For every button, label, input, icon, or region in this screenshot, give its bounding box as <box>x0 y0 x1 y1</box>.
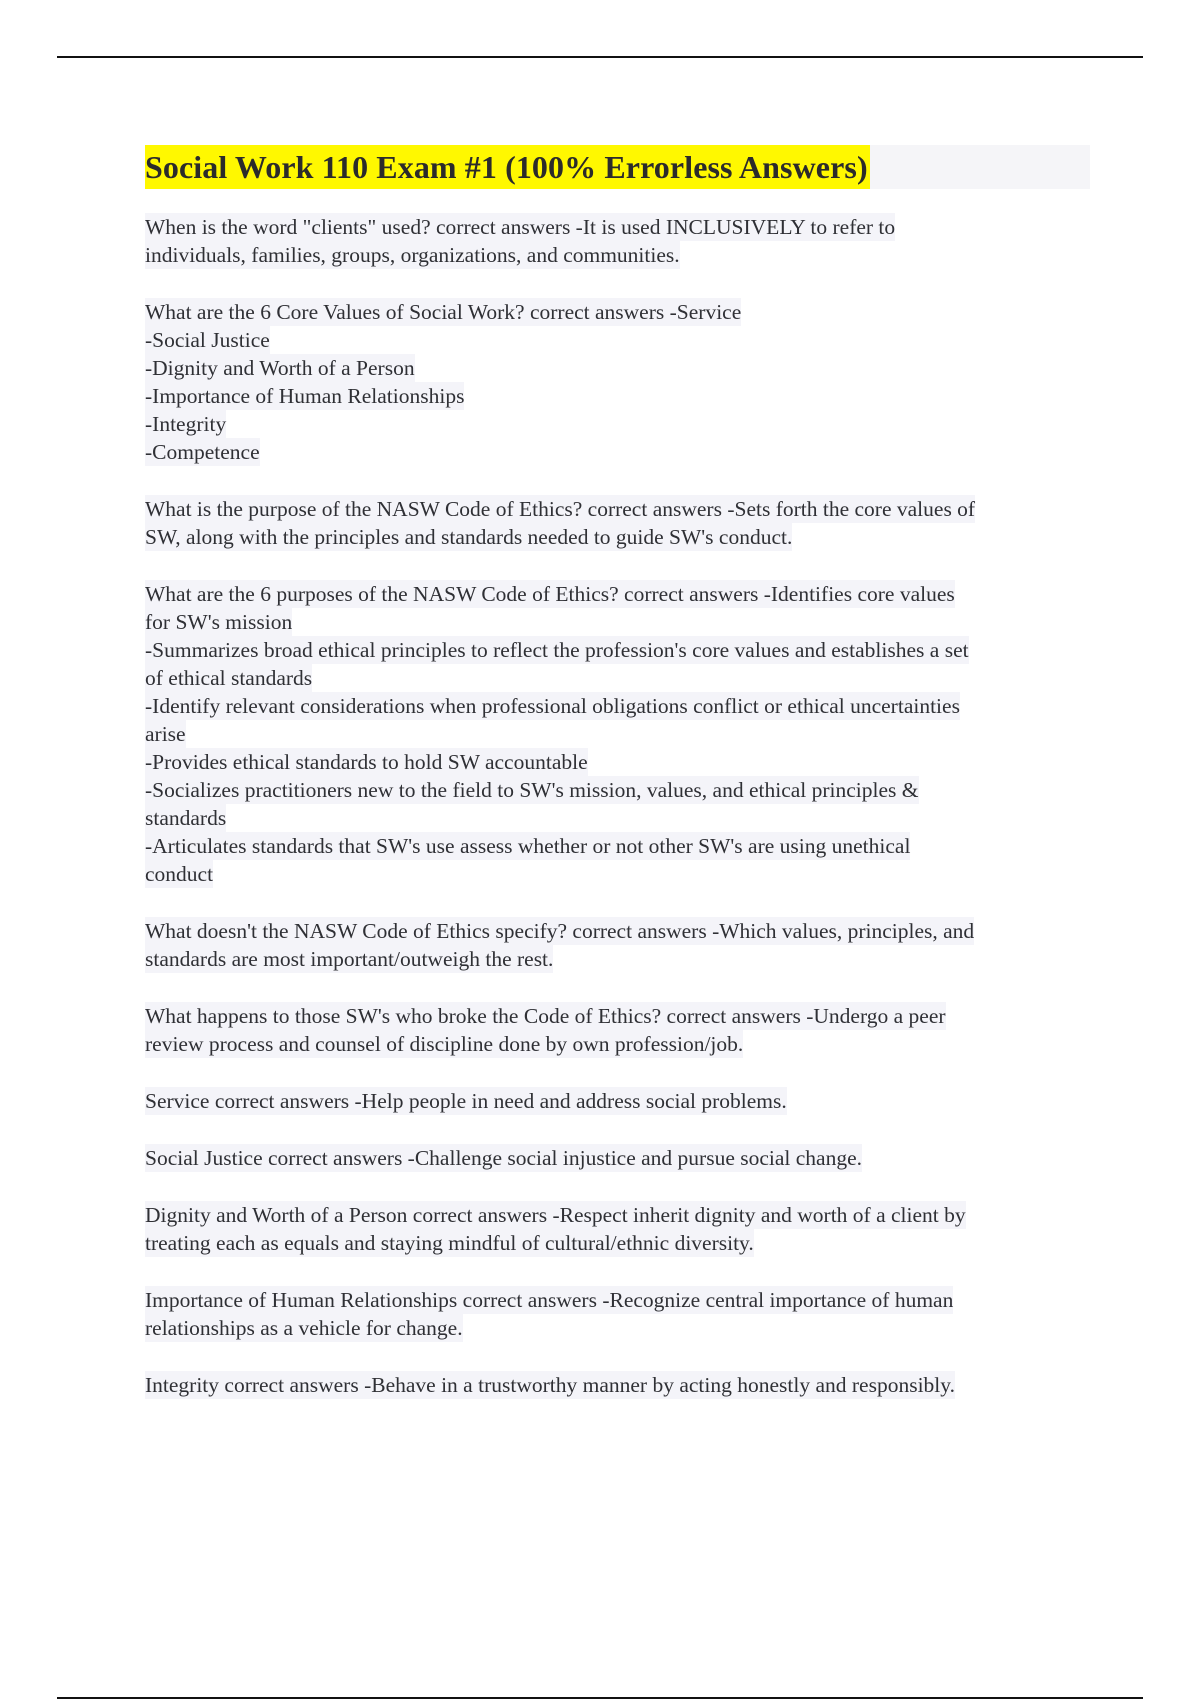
qa-block <box>145 1286 1090 1342</box>
text-line-wrapper <box>145 608 1090 636</box>
text-line: -Articulates standards that SW's use assess whether or not other SW's are using unethical <box>145 834 911 858</box>
text-line: standards are most important/outweigh the rest. <box>145 947 554 971</box>
text-line-wrapper <box>145 410 1090 438</box>
text-line: What are the 6 purposes of the NASW Code of Ethics? correct answers -Identifies core values <box>145 582 955 606</box>
text-line: What happens to those SW's who broke the Code of Ethics? correct answers -Undergo a peer <box>145 1004 946 1028</box>
text-line: -Competence <box>145 440 260 464</box>
text-line-wrapper <box>145 1144 1090 1172</box>
text-line: -Summarizes broad ethical principles to reflect the profession's core values and establishes a set <box>145 638 969 662</box>
qa-block <box>145 1144 1090 1172</box>
text-line: conduct <box>145 862 214 886</box>
text-line: -Dignity and Worth of a Person <box>145 356 415 380</box>
qa-block <box>145 1002 1090 1058</box>
bottom-rule <box>57 1697 1143 1699</box>
text-line-wrapper <box>145 241 1090 269</box>
title-row <box>145 145 1090 189</box>
text-line-wrapper <box>145 382 1090 410</box>
text-line-wrapper <box>145 213 1090 241</box>
qa-block <box>145 298 1090 466</box>
text-line-wrapper <box>145 298 1090 326</box>
qa-block <box>145 1201 1090 1257</box>
text-line-wrapper <box>145 1201 1090 1229</box>
text-line: of ethical standards <box>145 666 313 690</box>
document-title: Social Work 110 Exam #1 (100% Errorless Answers) <box>145 145 870 189</box>
text-line-wrapper <box>145 776 1090 804</box>
qa-block <box>145 1087 1090 1115</box>
text-line: -Provides ethical standards to hold SW accountable <box>145 750 588 774</box>
text-line-wrapper <box>145 1314 1090 1342</box>
text-line: Integrity correct answers -Behave in a trustworthy manner by acting honestly and responsibly. <box>145 1373 955 1397</box>
document-body <box>145 145 1090 1428</box>
text-line: SW, along with the principles and standards needed to guide SW's conduct. <box>145 525 793 549</box>
text-line: arise <box>145 722 186 746</box>
text-line: What are the 6 Core Values of Social Work? correct answers -Service <box>145 300 742 324</box>
text-line-wrapper <box>145 832 1090 860</box>
text-line: Importance of Human Relationships correct answers -Recognize central importance of human <box>145 1288 954 1312</box>
text-line-wrapper <box>145 1030 1090 1058</box>
text-line: When is the word "clients" used? correct answers -It is used INCLUSIVELY to refer to <box>145 215 896 239</box>
top-rule <box>57 56 1143 58</box>
qa-block <box>145 495 1090 551</box>
qa-block <box>145 917 1090 973</box>
text-line: What doesn't the NASW Code of Ethics specify? correct answers -Which values, principles, and <box>145 919 975 943</box>
text-line: What is the purpose of the NASW Code of Ethics? correct answers -Sets forth the core values of <box>145 497 976 521</box>
text-line-wrapper <box>145 720 1090 748</box>
text-line-wrapper <box>145 945 1090 973</box>
text-line: standards <box>145 806 227 830</box>
text-line-wrapper <box>145 523 1090 551</box>
text-line-wrapper <box>145 495 1090 523</box>
text-line: individuals, families, groups, organizations, and communities. <box>145 243 680 267</box>
text-line: Dignity and Worth of a Person correct answers -Respect inherit dignity and worth of a client by <box>145 1203 966 1227</box>
text-line: -Identify relevant considerations when professional obligations conflict or ethical uncertainties <box>145 694 960 718</box>
text-line: -Socializes practitioners new to the field to SW's mission, values, and ethical principles & <box>145 778 919 802</box>
text-line-wrapper <box>145 1087 1090 1115</box>
text-line: -Importance of Human Relationships <box>145 384 465 408</box>
text-line-wrapper <box>145 438 1090 466</box>
qa-list <box>145 213 1090 1399</box>
text-line: for SW's mission <box>145 610 293 634</box>
text-line: Service correct answers -Help people in need and address social problems. <box>145 1089 787 1113</box>
text-line-wrapper <box>145 636 1090 664</box>
text-line: Social Justice correct answers -Challenge social injustice and pursue social change. <box>145 1146 863 1170</box>
qa-block <box>145 213 1090 269</box>
text-line-wrapper <box>145 1002 1090 1030</box>
text-line-wrapper <box>145 748 1090 776</box>
text-line-wrapper <box>145 326 1090 354</box>
text-line: treating each as equals and staying mindful of cultural/ethnic diversity. <box>145 1231 754 1255</box>
text-line-wrapper <box>145 1229 1090 1257</box>
qa-block <box>145 580 1090 888</box>
text-line-wrapper <box>145 354 1090 382</box>
qa-block <box>145 1371 1090 1399</box>
text-line: relationships as a vehicle for change. <box>145 1316 463 1340</box>
text-line-wrapper <box>145 664 1090 692</box>
text-line: review process and counsel of discipline done by own profession/job. <box>145 1032 744 1056</box>
text-line-wrapper <box>145 1371 1090 1399</box>
text-line-wrapper <box>145 692 1090 720</box>
text-line: -Integrity <box>145 412 227 436</box>
text-line-wrapper <box>145 917 1090 945</box>
text-line-wrapper <box>145 860 1090 888</box>
text-line-wrapper <box>145 1286 1090 1314</box>
text-line-wrapper <box>145 804 1090 832</box>
text-line-wrapper <box>145 580 1090 608</box>
text-line: -Social Justice <box>145 328 270 352</box>
